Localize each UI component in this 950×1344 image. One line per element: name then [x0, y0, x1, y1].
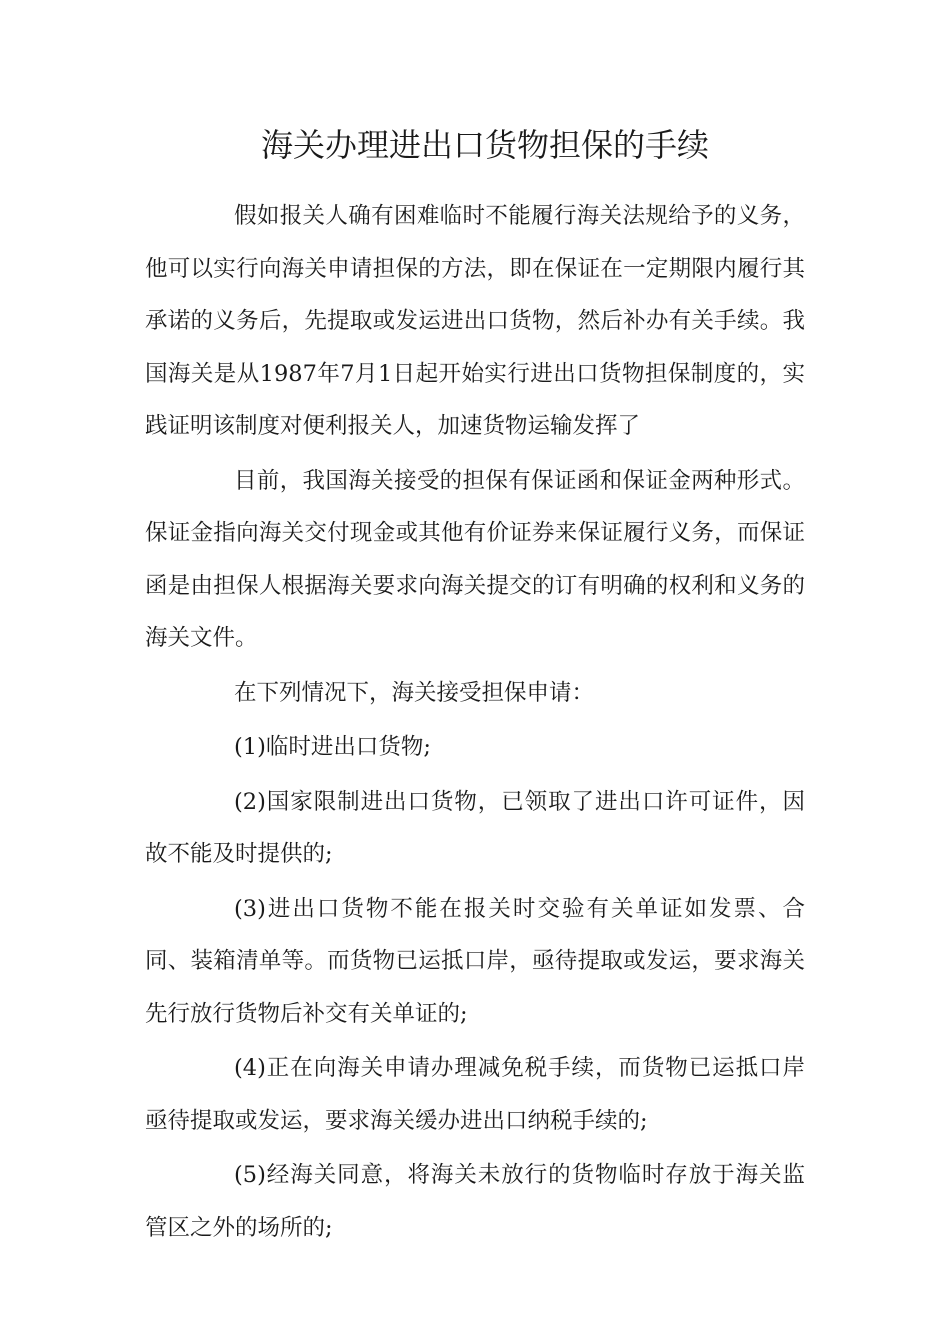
list-item-1: (1)临时进出口货物;	[234, 734, 431, 760]
list-item-5: (5)经海关同意，将海关未放行的货物临时存放于海关监管区之外的场所的;	[145, 1162, 805, 1241]
list-item-4: (4)正在向海关申请办理减免税手续，而货物已运抵口岸亟待提取或发运，要求海关缓办进出口纳税手续的;	[145, 1055, 805, 1134]
list-item-2: (2)国家限制进出口货物，已领取了进出口许可证件，因故不能及时提供的;	[145, 788, 805, 867]
paragraph-intro: 假如报关人确有困难临时不能履行海关法规给予的义务，他可以实行向海关申请担保的方法，即在保证在一定期限内履行其承诺的义务后，先提取或发运进出口货物，然后补办有关手续。我国海关是从1987年7月1日起开始实行进出口货物担保制度的，实践证明该制度对便利报关人，加速货物运输发挥了	[145, 203, 805, 439]
paragraph-forms: 目前，我国海关接受的担保有保证函和保证金两种形式。保证金指向海关交付现金或其他有价证券来保证履行义务，而保证函是由担保人根据海关要求向海关提交的订有明确的权利和义务的海关文件。	[145, 467, 805, 651]
list-item-3: (3)进出口货物不能在报关时交验有关单证如发票、合同、装箱清单等。而货物已运抵口岸，亟待提取或发运，要求海关先行放行货物后补交有关单证的;	[145, 895, 805, 1027]
document-body	[145, 190, 805, 1256]
paragraph-conditions-lead: 在下列情况下，海关接受担保申请：	[234, 679, 595, 706]
document-title: 海关办理进出口货物担保的手续	[260, 126, 709, 164]
